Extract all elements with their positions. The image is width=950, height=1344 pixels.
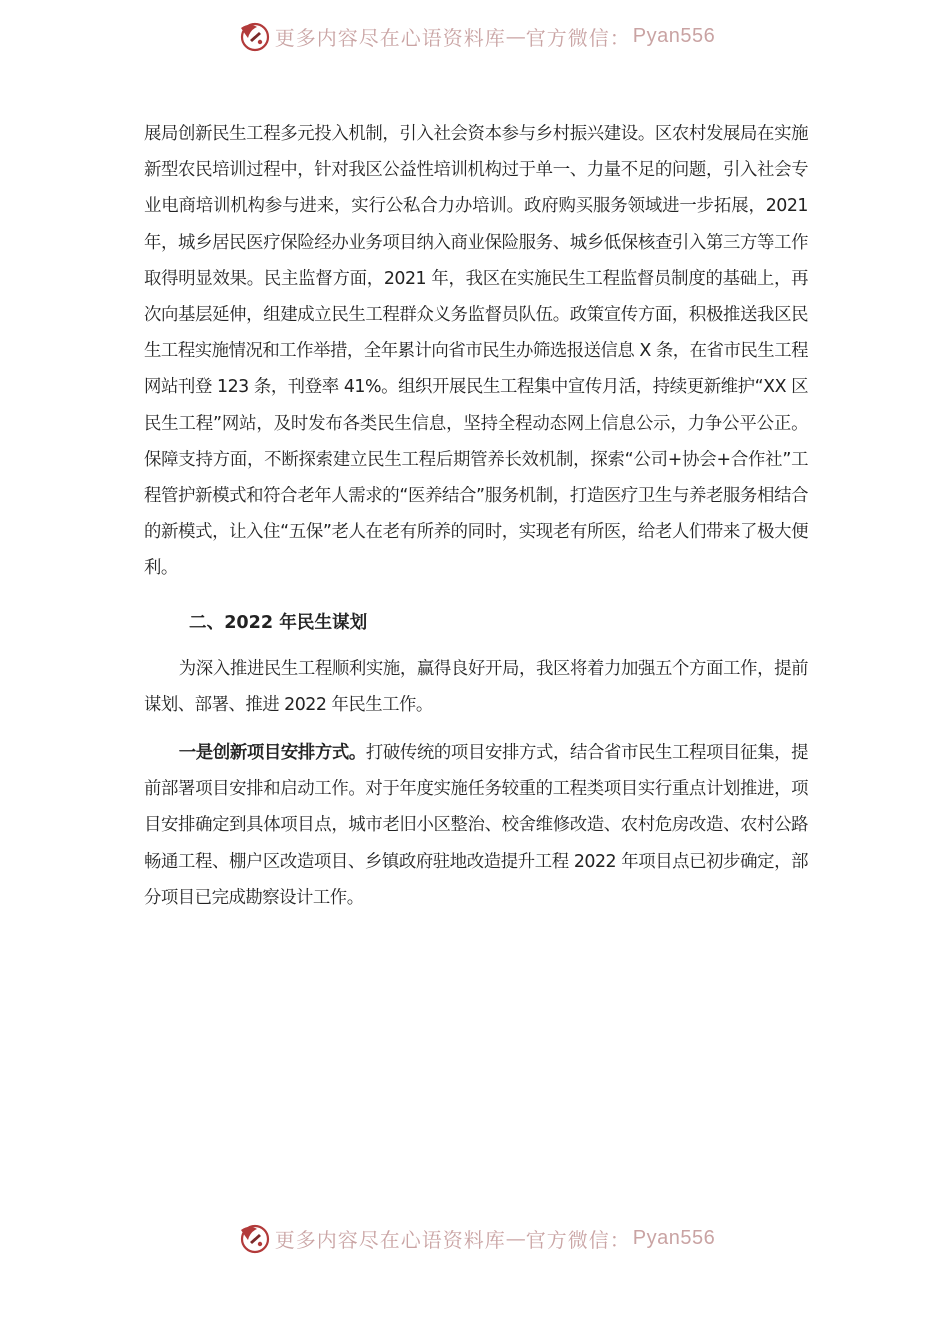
banner-account-id: Pyan556: [632, 24, 716, 47]
banner-separator: —: [505, 1226, 526, 1250]
paragraph-intro: 为深入推进民生工程顺利实施，赢得良好开局，我区将着力加强五个方面工作，提前谋划、部署、推进 2022 年民生工作。: [144, 658, 808, 715]
item-one-lead: 一是创新项目安排方式。: [178, 743, 366, 764]
brand-logo-icon: [235, 18, 271, 54]
banner-brand-text: 更多内容尽在心语资料库: [274, 1227, 506, 1252]
banner-account-id: Pyan556: [632, 1226, 716, 1249]
banner-official-label: 官方微信：: [525, 1227, 631, 1252]
watermark-banner-top: [0, 14, 950, 58]
section-heading: 二、2022 年民生谋划: [189, 612, 368, 633]
paragraph-item-one: [144, 735, 808, 916]
banner-brand-text: 更多内容尽在心语资料库: [274, 25, 506, 50]
paragraph-continued: 展局创新民生工程多元投入机制，引入社会资本参与乡村振兴建设。区农村发展局在实施新型农民培训过程中，针对我区公益性培训机构过于单一、力量不足的问题，引入社会专业电商培训机构参与进来，实行公私合力办培训。政府购买服务领域进一步拓展，2021 年，城乡居民医疗保险经办业务项目纳入商业保险服务、城乡低保核查引入第三方等工作取得明显效果。民主监督方面，2021 年，我区在实施民生工程监督员制度的基础上，再次向基层延伸，组建成立民生工程群众义务监督员队伍。政策宣传方面，积极推送我区民生工程实施情况和工作举措，全年累计向省市民生办筛选报送信息 X 条，在省市民生工程网站刊登 123 条，刊登率 41%。组织开展民生工程集中宣传月活，持续更新维护“XX 区民生工程”网站，及时发布各类民生信息，坚持全程动态网上信息公示，力争公平公正。保障支持方面，不断探索建立民生工程后期管养长效机制，探索“公司+协会+合作社”工程管护新模式和符合老年人需求的“医养结合”服务机制，打造医疗卫生与养老服务相结合的新模式，让入住“五保”老人在老有所养的同时，实现老有所医，给老人们带来了极大便利。: [144, 124, 808, 579]
document-body: [144, 116, 808, 916]
watermark-banner-bottom: [0, 1216, 950, 1260]
banner-separator: —: [505, 24, 526, 48]
banner-official-label: 官方微信：: [525, 25, 631, 50]
item-one-text: 打破传统的项目安排方式，结合省市民生工程项目征集，提前部署项目安排和启动工作。对于年度实施任务较重的工程类项目实行重点计划推进，项目安排确定到具体项目点，城市老旧小区整治、校舍维修改造、农村危房改造、农村公路畅通工程、棚户区改造项目、乡镇政府驻地改造提升工程 2022 年项目点已初步确定，部分项目已完成勘察设计工作。: [144, 743, 808, 908]
brand-logo-icon: [235, 1220, 271, 1256]
